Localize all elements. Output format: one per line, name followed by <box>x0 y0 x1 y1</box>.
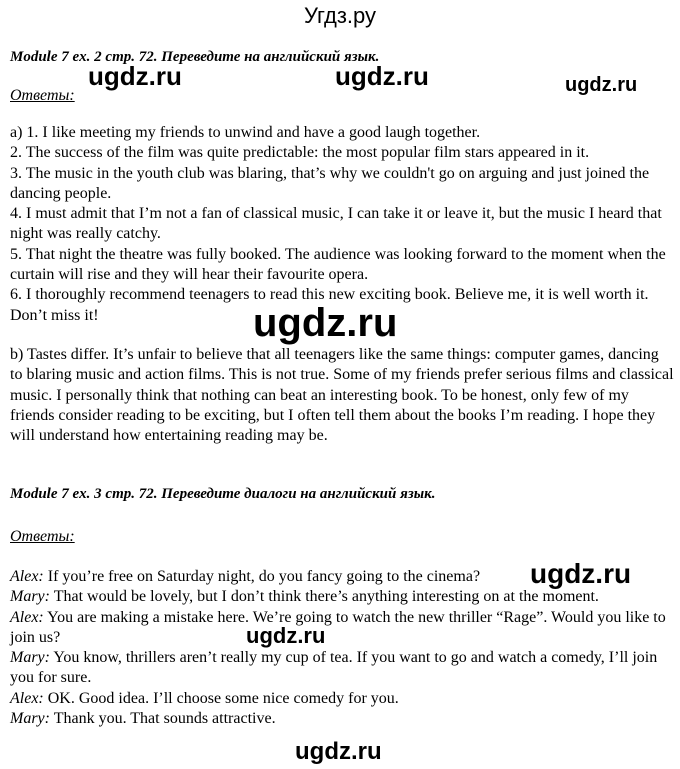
dialogue-text: Thank you. That sounds attractive. <box>49 710 276 728</box>
part-a-answers <box>10 123 674 326</box>
dialogue-text: If you’re free on Saturday night, do you fancy going to the cinema? <box>43 568 481 585</box>
answer-line: 6. I thoroughly recommend teenagers to read this new exciting book. Believe me, it is well worth it. Don’t miss it! <box>10 286 649 324</box>
answers-label: Ответы: <box>10 87 75 104</box>
dialogue-line <box>10 587 674 607</box>
dialogue-text: You are making a mistake here. We’re going to watch the new thriller “Rage”. Would you like to join us? <box>10 608 666 646</box>
watermark: ugdz.ru <box>295 738 382 765</box>
dialogue-line <box>10 608 674 649</box>
speaker-name: Mary: <box>10 588 50 606</box>
watermark: ugdz.ru <box>246 623 326 648</box>
dialogue-line <box>10 648 674 689</box>
dialogue-text: You know, thrillers aren’t really my cup of tea. If you want to go and watch a comedy, I’ll join you for sure. <box>10 649 658 687</box>
exercise-3-heading: Module 7 ex. 3 стр. 72. Переведите диалоги на английский язык. <box>10 486 436 502</box>
dialogue <box>10 567 674 729</box>
answer-line: a) 1. I like meeting my friends to unwind and have a good laugh together. <box>10 124 481 141</box>
exercise-2-heading: Module 7 ex. 2 стр. 72. Переведите на английский язык. <box>10 49 380 65</box>
speaker-name: Mary: <box>10 710 50 728</box>
watermark: ugdz.ru <box>88 61 182 91</box>
answer-line: 3. The music in the youth club was blaring, that’s why we couldn't go on arguing and just joined the dancing people. <box>10 164 650 202</box>
speaker-name: Alex: <box>10 608 44 626</box>
watermark: ugdz.ru <box>253 301 398 345</box>
dialogue-line <box>10 689 674 709</box>
answer-line: 4. I must admit that I’m not a fan of classical music, I can take it or leave it, but the music I heard that night was really catchy. <box>10 205 662 243</box>
part-b-answer: b) Tastes differ. It’s unfair to believe that all teenagers like the same things: computer games, dancing to blaring music and action films. This is not true. Some of my friends prefer serious films and classical music. I personally think that nothing can beat an interesting book. To be honest, only few of my friends consider reading to be exciting, but I often tell them about the books I’m reading. I hope they will understand how entertaining reading may be. <box>10 346 674 445</box>
site-title: Угдз.ру <box>303 3 377 28</box>
speaker-name: Alex: <box>10 689 44 707</box>
speaker-name: Mary: <box>10 649 50 667</box>
dialogue-text: That would be lovely, but I don’t think there’s anything interesting on at the moment. <box>49 588 599 606</box>
speaker-name: Alex: <box>10 568 44 585</box>
answer-line: 5. That night the theatre was fully booked. The audience was looking forward to the moment when the curtain will rise and they will hear their favourite opera. <box>10 245 666 284</box>
watermark: ugdz.ru <box>530 558 632 589</box>
answer-line: 2. The success of the film was quite predictable: the most popular film stars appeared in it. <box>10 144 590 162</box>
dialogue-line <box>10 709 674 729</box>
watermark: ugdz.ru <box>565 74 638 96</box>
dialogue-text: OK. Good idea. I’ll choose some nice comedy for you. <box>43 689 399 707</box>
answers-label: Ответы: <box>10 528 75 545</box>
watermark: ugdz.ru <box>335 61 429 91</box>
